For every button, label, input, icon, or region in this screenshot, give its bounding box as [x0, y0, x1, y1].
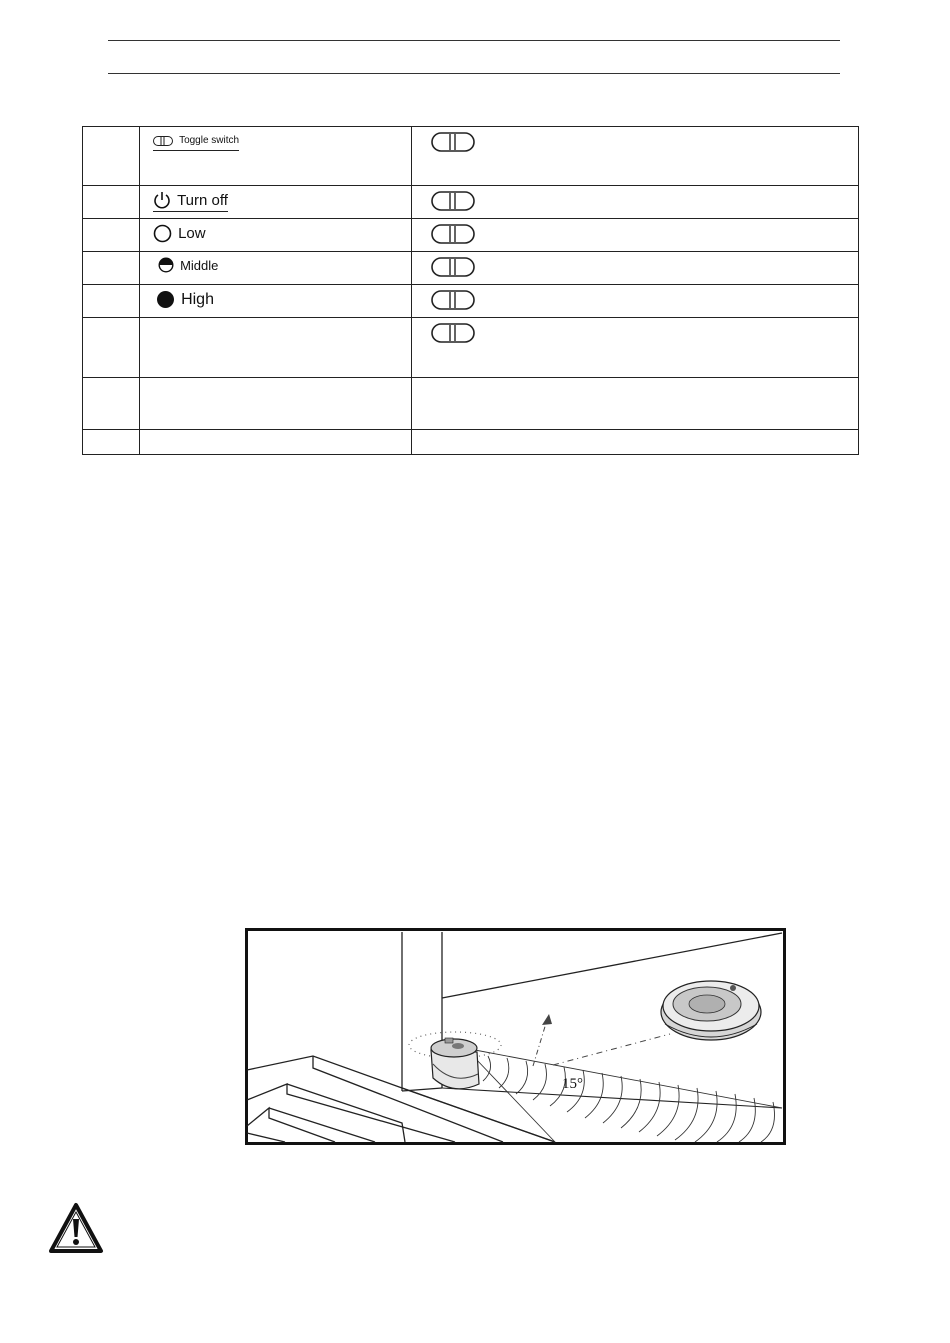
table-row — [83, 285, 859, 318]
table-row — [83, 219, 859, 252]
table-row — [83, 186, 859, 219]
circle-empty-icon — [153, 224, 172, 243]
table-row — [83, 378, 859, 430]
circle-full-icon — [156, 290, 175, 309]
description-cell — [412, 430, 859, 455]
robot-vacuum-icon — [661, 981, 761, 1040]
table-row — [83, 127, 859, 186]
label-cell — [140, 127, 412, 186]
label-cell — [140, 186, 412, 219]
row-number-cell — [83, 219, 140, 252]
row-number-cell — [83, 285, 140, 318]
circle-half-icon — [158, 257, 174, 273]
toggle-switch-icon[interactable] — [431, 191, 858, 216]
description-cell — [412, 378, 859, 430]
switch-cell — [412, 252, 859, 285]
switch-cell — [412, 219, 859, 252]
row-label: Turn off — [177, 191, 228, 209]
label-cell — [140, 318, 412, 378]
switch-cell — [412, 127, 859, 186]
control-table — [82, 126, 859, 455]
row-number-cell — [83, 186, 140, 219]
label-cell — [140, 252, 412, 285]
label-cell — [140, 285, 412, 318]
table-row — [83, 252, 859, 285]
switch-cell — [412, 186, 859, 219]
row-number-cell — [83, 378, 140, 430]
toggle-icon — [153, 136, 173, 146]
label-cell — [140, 219, 412, 252]
row-label: Low — [178, 225, 206, 242]
row-number-cell — [83, 252, 140, 285]
switch-cell — [412, 318, 859, 378]
toggle-switch-icon[interactable] — [431, 132, 858, 157]
warning-triangle-icon — [48, 1202, 104, 1254]
toggle-switch-icon[interactable] — [431, 257, 858, 282]
row-label: Middle — [180, 257, 219, 273]
label-cell — [140, 378, 412, 430]
toggle-switch-icon[interactable] — [431, 290, 858, 315]
table-row — [83, 430, 859, 455]
switch-cell — [412, 285, 859, 318]
toggle-switch-icon[interactable] — [431, 224, 858, 249]
toggle-switch-icon[interactable] — [431, 323, 858, 348]
row-number-cell — [83, 127, 140, 186]
angle-label: 15° — [562, 1076, 583, 1092]
row-label: Toggle switch — [179, 135, 240, 146]
row-number-cell — [83, 430, 140, 455]
header-rule-top — [108, 40, 840, 41]
virtual-wall-illustration — [245, 928, 786, 1145]
table-row — [83, 318, 859, 378]
row-number-cell — [83, 318, 140, 378]
label-cell — [140, 430, 412, 455]
row-label: High — [181, 290, 214, 308]
power-icon — [153, 191, 171, 209]
header-rule-bottom — [108, 73, 840, 74]
